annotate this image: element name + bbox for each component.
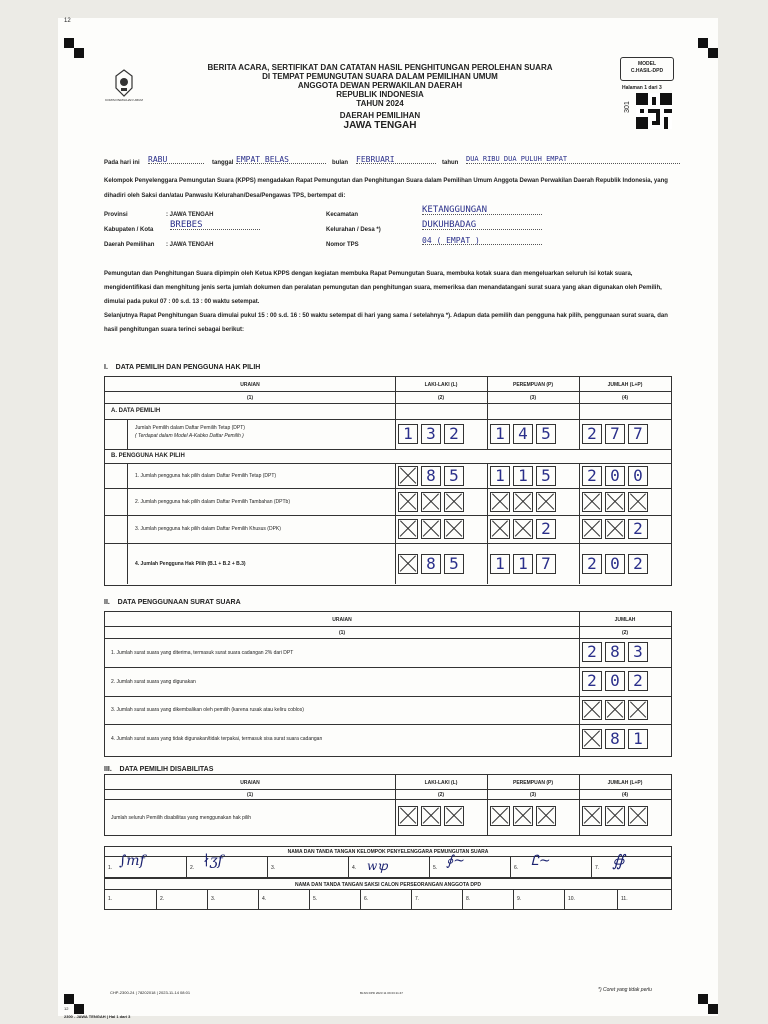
col-header-uraian: URAIAN — [332, 617, 352, 623]
crossed-digit-box — [490, 519, 510, 539]
crossed-digit-box — [398, 466, 418, 486]
col-header-female: PEREMPUAN (P) — [512, 780, 553, 786]
crossed-digit-box — [513, 492, 533, 512]
heading-line: BERITA ACARA, SERTIFIKAT DAN CATATAN HASIL PENGHITUNGAN PEROLEHAN SUARA — [207, 63, 553, 72]
crossed-digit-box — [605, 492, 625, 512]
witness-signature-cell: 9. — [513, 890, 565, 909]
digit-box: 3 — [421, 424, 441, 444]
b2-male-boxes — [398, 492, 464, 512]
b4-row-label: 4. Jumlah Pengguna Hak Pilih (B.1 + B.2 + B.3) — [135, 561, 246, 567]
kpps-signature-cell: 6. Ꮭ~ — [510, 857, 591, 877]
witness-signature-cell: 7. — [411, 890, 463, 909]
dapil-label: DAERAH PEMILIHAN — [339, 111, 421, 120]
registration-mark — [74, 48, 84, 58]
digit-box: 3 — [628, 642, 648, 662]
kelurahan-label: Kelurahan / Desa *) — [326, 227, 381, 233]
section-1-title: I. DATA PEMILIH DAN PENGGUNA HAK PILIH — [104, 364, 261, 371]
crossed-digit-box — [628, 492, 648, 512]
crossed-digit-box — [536, 492, 556, 512]
crossed-digit-box — [398, 554, 418, 574]
ballots-returned-label: 3. Jumlah surat suara yang dikembalikan oleh pemilih (karena rusak atau keliru coblos) — [111, 707, 304, 713]
col-number: (1) — [246, 792, 254, 798]
digit-box: 1 — [513, 554, 533, 574]
dpt-row-label: Jumlah Pemilih dalam Daftar Pemilih Tetap (DPT) — [135, 425, 245, 431]
crossed-digit-box — [490, 492, 510, 512]
handwritten-signature: ∤ʒf — [203, 853, 223, 869]
crossed-digit-box — [582, 492, 602, 512]
section-3-title: III. DATA PEMILIH DISABILITAS — [104, 766, 214, 773]
tps-value: 04 ( EMPAT ) — [422, 237, 542, 245]
digit-box: 2 — [582, 424, 602, 444]
crossed-digit-box — [444, 806, 464, 826]
digit-box: 5 — [536, 424, 556, 444]
digit-box: 1 — [490, 554, 510, 574]
tahun-field: DUA RIBU DUA PULUH EMPAT — [466, 156, 680, 164]
ballots-used-boxes — [582, 671, 648, 691]
kelurahan-value: DUKUHBADAG — [422, 222, 542, 230]
ballots-returned-boxes — [582, 700, 648, 720]
form-heading — [170, 63, 590, 132]
digit-box: 2 — [536, 519, 556, 539]
date-line — [104, 155, 684, 168]
witness-signature-cell: 1. — [108, 896, 113, 902]
subsection-a-title: A. DATA PEMILIH — [111, 408, 161, 414]
digit-box: 8 — [421, 466, 441, 486]
disability-female-boxes — [490, 806, 556, 826]
disability-row-label: Jumlah seluruh Pemilih disabilitas yang menggunakan hak pilih — [111, 815, 252, 821]
col-header-uraian: URAIAN — [240, 780, 260, 786]
crossed-digit-box — [536, 806, 556, 826]
crossed-digit-box — [421, 519, 441, 539]
ballots-unused-boxes — [582, 729, 648, 749]
disability-total-boxes — [582, 806, 648, 826]
col-number: (4) — [621, 395, 629, 401]
section-2-title: II. DATA PENGGUNAAN SURAT SUARA — [104, 599, 241, 606]
tps-label: Nomor TPS — [326, 242, 359, 248]
col-header-male: LAKI-LAKI (L) — [424, 780, 458, 786]
crossed-digit-box — [605, 806, 625, 826]
col-header-total: JUMLAH (L+P) — [607, 780, 643, 786]
crossed-digit-box — [398, 519, 418, 539]
handwritten-signature: ∯ — [612, 851, 625, 870]
col-header-total: JUMLAH (L+P) — [607, 382, 643, 388]
registration-mark — [708, 48, 718, 58]
logo-caption: KOMISI PEMILIHAN UMUM — [105, 98, 143, 102]
digit-box: 1 — [628, 729, 648, 749]
kabupaten-label: Kabupaten / Kota — [104, 227, 154, 233]
digit-box: 0 — [628, 466, 648, 486]
col-number: (1) — [246, 395, 254, 401]
voter-data-table — [104, 376, 672, 586]
b2-row-label: 2. Jumlah pengguna hak pilih dalam Daftar Pemilih Tambahan (DPTb) — [135, 499, 290, 505]
crossed-digit-box — [490, 806, 510, 826]
crossed-digit-box — [628, 700, 648, 720]
digit-box: 5 — [536, 466, 556, 486]
col-number: (3) — [529, 792, 537, 798]
crossed-digit-box — [513, 519, 533, 539]
qr-side-number: 301 — [623, 101, 631, 113]
crossed-digit-box — [605, 700, 625, 720]
digit-box: 5 — [444, 554, 464, 574]
witness-signature-title: NAMA DAN TANDA TANGAN SAKSI CALON PERSEORANGAN ANGGOTA DPD — [295, 882, 481, 888]
col-number: (2) — [437, 792, 445, 798]
dapil-value: JAWA TENGAH — [343, 120, 417, 131]
location-block — [104, 205, 684, 254]
registration-mark — [74, 1004, 84, 1014]
day-field: RABU — [148, 156, 204, 164]
digit-box: 1 — [490, 466, 510, 486]
witness-signature-cell: 2. — [156, 890, 208, 909]
digit-box: 1 — [490, 424, 510, 444]
digit-box: 7 — [536, 554, 556, 574]
intro-paragraph: Kelompok Penyelenggara Pemungutan Suara (KPPS) mengadakan Rapat Pemungutan dan Penghitungan Suara dalam Pemilihan Umum Anggota Dewan Perwakilan Daerah Republik Indonesia, yang dihadiri oleh Saksi dan/atau Panwaslu Kelurahan/Desa/Pengawas TPS, bertempat di: — [104, 178, 668, 199]
subsection-b-title: B. PENGGUNA HAK PILIH — [111, 453, 185, 459]
digit-box: 1 — [513, 466, 533, 486]
kpps-signature-title: NAMA DAN TANDA TANGAN KELOMPOK PENYELENGGARA PEMUNGUTAN SUARA — [287, 849, 489, 855]
col-header-female: PEREMPUAN (P) — [512, 382, 553, 388]
crossed-digit-box — [582, 729, 602, 749]
dapil-row-value: : JAWA TENGAH — [166, 242, 214, 248]
witness-signature-cell: 5. — [309, 890, 361, 909]
handwritten-signature: Ꮭ~ — [531, 853, 551, 869]
digit-box: 2 — [628, 671, 648, 691]
disability-table — [104, 774, 672, 836]
b4-total-boxes — [582, 554, 648, 574]
witness-signature-cell: 6. — [360, 890, 412, 909]
col-number: (1) — [338, 630, 346, 636]
heading-line: DI TEMPAT PEMUNGUTAN SUARA DALAM PEMILIHAN UMUM — [262, 72, 498, 81]
provinsi-label: Provinsi — [104, 212, 128, 218]
b1-total-boxes — [582, 466, 648, 486]
witness-signature-cell: 3. — [207, 890, 259, 909]
ballots-received-label: 1. Jumlah surat suara yang diterima, termasuk surat suara cadangan 2% dari DPT — [111, 650, 294, 656]
page-number: 12 — [64, 18, 71, 24]
witness-signature-table — [104, 878, 672, 910]
registration-mark — [64, 994, 74, 1004]
handwritten-signature: ∮~ — [446, 853, 466, 869]
counting-paragraph: Selanjutnya Rapat Penghitungan Suara dimulai pukul 15 : 00 s.d. 16 : 50 waktu setempat di hari yang sama / setelahnya *). Adapun data pemilih dan pengguna hak pilih, penggunaan surat suara, dan hasil penghitungan suara terinci sebagai berikut: — [104, 313, 668, 333]
col-number: (3) — [529, 395, 537, 401]
model-label: MODEL — [637, 61, 657, 67]
kpps-signature-cell: 1. ∫mf — [108, 853, 145, 871]
b4-male-boxes — [398, 554, 464, 574]
footer-note: *) Coret yang tidak perlu — [598, 987, 652, 993]
digit-box: 2 — [582, 642, 602, 662]
crossed-digit-box — [398, 492, 418, 512]
crossed-digit-box — [398, 806, 418, 826]
b3-female-boxes — [490, 519, 556, 539]
b3-row-label: 3. Jumlah pengguna hak pilih dalam Daftar Pemilih Khusus (DPK) — [135, 526, 281, 532]
bulan-label: bulan — [332, 160, 348, 166]
footer-print-code: BLSN DPD 2023 11 09 03:11:47 — [360, 991, 403, 995]
registration-mark — [698, 38, 708, 48]
col-header-total: JUMLAH — [614, 617, 636, 623]
witness-signature-cell: 4. — [258, 890, 310, 909]
digit-box: 7 — [628, 424, 648, 444]
digit-box: 2 — [582, 466, 602, 486]
kpu-logo-icon — [112, 68, 136, 98]
col-header-uraian: URAIAN — [240, 382, 260, 388]
handwritten-signature: wꝕ — [367, 859, 388, 873]
footer-page-number: 12 — [64, 1006, 69, 1011]
heading-line: TAHUN 2024 — [356, 99, 404, 108]
tahun-label: tahun — [442, 160, 459, 166]
b1-female-boxes — [490, 466, 556, 486]
ballot-usage-table — [104, 611, 672, 757]
crossed-digit-box — [421, 806, 441, 826]
registration-mark — [698, 994, 708, 1004]
b1-row-label: 1. Jumlah pengguna hak pilih dalam Daftar Pemilih Tetap (DPT) — [135, 473, 277, 479]
dapil-row-label: Daerah Pemilihan — [104, 242, 155, 248]
kpps-signature-table — [104, 846, 672, 878]
digit-box: 7 — [605, 424, 625, 444]
col-number: (2) — [437, 395, 445, 401]
digit-box: 8 — [605, 729, 625, 749]
kabupaten-value: BREBES — [170, 222, 260, 230]
kecamatan-label: Kecamatan — [326, 212, 359, 218]
dpt-total-boxes — [582, 424, 648, 444]
kpps-signature-cell: 4. wꝕ — [348, 857, 429, 877]
digit-box: 5 — [444, 466, 464, 486]
b3-male-boxes — [398, 519, 464, 539]
model-box — [620, 57, 674, 81]
registration-mark — [64, 38, 74, 48]
ballots-used-label: 2. Jumlah surat suara yang digunakan — [111, 679, 196, 685]
digit-box: 0 — [605, 554, 625, 574]
crossed-digit-box — [582, 806, 602, 826]
b3-total-boxes — [582, 519, 648, 539]
disability-male-boxes — [398, 806, 464, 826]
digit-box: 2 — [582, 554, 602, 574]
crossed-digit-box — [582, 700, 602, 720]
witness-signature-cell: 11. — [617, 890, 672, 909]
b2-female-boxes — [490, 492, 556, 512]
crossed-digit-box — [513, 806, 533, 826]
footer-page-info: 2300 - JAWA TENGAH | Hal 1 dari 3 — [64, 1014, 131, 1019]
digit-box: 2 — [628, 519, 648, 539]
digit-box: 0 — [605, 671, 625, 691]
date-prefix: Pada hari ini — [104, 160, 140, 166]
kpps-signature-cell: 5. ∮~ — [429, 857, 510, 877]
provinsi-value: : JAWA TENGAH — [166, 212, 214, 218]
col-number: (4) — [621, 792, 629, 798]
digit-box: 1 — [398, 424, 418, 444]
crossed-digit-box — [582, 519, 602, 539]
dpt-male-boxes — [398, 424, 464, 444]
col-header-male: LAKI-LAKI (L) — [424, 382, 458, 388]
bulan-field: FEBRUARI — [356, 156, 436, 164]
kpps-signature-cell: 3. — [267, 857, 348, 877]
digit-box: 0 — [605, 466, 625, 486]
model-code: C.HASIL-DPD — [630, 68, 664, 74]
footer-document-code: CHP-2300-24 | 78202018 | 2023-11-14 08:01 — [110, 990, 191, 995]
ballots-received-boxes — [582, 642, 648, 662]
dpt-row-note: ( Terdapat dalam Model A-Kabko Daftar Pemilih ) — [135, 433, 244, 439]
dpt-female-boxes — [490, 424, 556, 444]
crossed-digit-box — [444, 492, 464, 512]
qr-code-icon — [636, 93, 672, 129]
digit-box: 4 — [513, 424, 533, 444]
digit-box: 2 — [582, 671, 602, 691]
digit-box: 2 — [444, 424, 464, 444]
kpps-signature-cell: 7. ∯ — [591, 857, 672, 877]
ballots-unused-label: 4. Jumlah surat suara yang tidak digunakan/tidak terpakai, termasuk sisa surat suara cadangan — [111, 736, 323, 742]
digit-box: 8 — [421, 554, 441, 574]
b4-female-boxes — [490, 554, 556, 574]
crossed-digit-box — [421, 492, 441, 512]
b2-total-boxes — [582, 492, 648, 512]
col-number: (2) — [621, 630, 629, 636]
tanggal-field: EMPAT BELAS — [236, 156, 326, 164]
registration-mark — [708, 1004, 718, 1014]
witness-signature-cell: 10. — [564, 890, 618, 909]
digit-box: 8 — [605, 642, 625, 662]
procedure-paragraph: Pemungutan dan Penghitungan Suara dipimpin oleh Ketua KPPS dengan kegiatan membuka Rapat Pemungutan Suara, membuka kotak suara dan mengeluarkan seluruh isi kotak suara, mengidentifikasi dan menghitung jenis serta jumlah dokumen dan peralatan pemungutan dan penghitungan suara, memeriksa dan menandatangani surat suara yang akan digunakan oleh Pemilih, dimulai pada pukul 07 : 00 s.d. 13 : 00 waktu setempat. — [104, 271, 662, 305]
witness-signature-row — [105, 890, 671, 909]
crossed-digit-box — [444, 519, 464, 539]
b1-male-boxes — [398, 466, 464, 486]
heading-line: ANGGOTA DEWAN PERWAKILAN DAERAH — [297, 81, 463, 90]
heading-line: REPUBLIK INDONESIA — [336, 90, 424, 99]
digit-box: 2 — [628, 554, 648, 574]
tanggal-label: tanggal — [212, 160, 234, 166]
crossed-digit-box — [628, 806, 648, 826]
crossed-digit-box — [605, 519, 625, 539]
kecamatan-value: KETANGGUNGAN — [422, 207, 542, 215]
kpps-signature-cell: 2. ∤ʒf — [186, 857, 267, 877]
witness-signature-cell: 8. — [462, 890, 514, 909]
page-of-pages: Halaman 1 dari 3 — [622, 85, 662, 91]
handwritten-signature: ∫mf — [119, 853, 145, 869]
